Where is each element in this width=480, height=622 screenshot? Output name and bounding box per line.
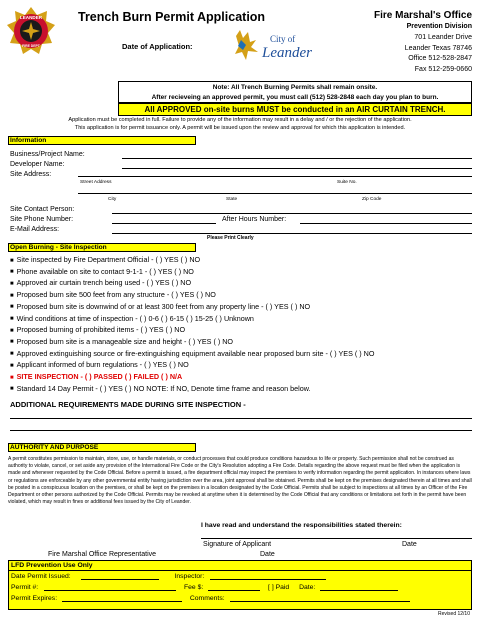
email-label: E-Mail Address: <box>10 226 60 233</box>
business-name-field[interactable] <box>122 158 472 159</box>
information-section-header: Information <box>8 136 196 145</box>
comments-field[interactable] <box>230 595 410 602</box>
understand-statement: I have read and understand the responsibilities stated therein: <box>201 522 402 529</box>
after-hours-label: After Hours Number: <box>222 216 287 223</box>
office-address-block <box>374 10 472 76</box>
city-caption: City <box>108 197 117 202</box>
inspection-item[interactable]: ■ Approved air curtain trench being used - ( ) YES ( ) NO <box>10 278 374 290</box>
intro-line-2: This application is for permit issuance only. A permit will be issued upon the review and approval for which this application is intended. <box>74 125 406 131</box>
revision-date: Revised 12/10 <box>438 611 470 617</box>
permit-expires-field[interactable] <box>62 595 182 602</box>
zip-caption: Zip Code <box>362 197 382 202</box>
badge-bottom-text: FIRE DEPT <box>22 44 40 48</box>
inspector-label: Inspector: <box>174 573 205 580</box>
authority-text: A permit constitutes permission to maintain, store, use, or handle materials, or conduct processes that could produce conditions hazardous to life or property. Such permission shall not be construed as authority to violate, cancel, or set aside any provision of the International Fire Code or the City's Resolution adopting a Fire Code. Details regarding the above request must be filed when the application is made and whenever requested by the Code Official. Before a permit is issued, a fire department official may inspect the premises to verify information regarding the permit application. In instances where laws or regulations are enforceable by any other governmental entity having jurisdiction over the area, joint approval shall be obtained. Permits shall be kept on the premises designated therein at all times and shall be posted in a conspicuous location on the premises, or shall be kept on the premises in a location designated by the Code Official. Permits shall be subject to inspections at all times by an Officer of the Fire Department or other persons authorized by the Code Official. Permits may be revoked at anytime when it is determined by the Code Official that any conditions or limitations set forth in the permit have been violated, which may result in fines or additional fees issued by the City of Leander. <box>8 456 472 506</box>
email-field[interactable] <box>112 233 472 234</box>
additional-requirements-line-1[interactable] <box>10 418 472 419</box>
developer-name-label: Developer Name: <box>10 161 65 168</box>
site-phone-field[interactable] <box>112 223 216 224</box>
air-curtain-notice: All APPROVED on-site burns MUST be conducted in an AIR CURTAIN TRENCH. <box>118 103 472 116</box>
office-phone: Office 512-528-2847 <box>408 55 472 63</box>
inspection-item[interactable]: ■ Proposed burning of prohibited items - ( ) YES ( ) NO <box>10 325 374 337</box>
inspection-item[interactable]: ■ Proposed burn site 500 feet from any structure - ( ) YES ( ) NO <box>10 290 374 302</box>
inspection-item[interactable]: ■ Applicant informed of burn regulations - ( ) YES ( ) NO <box>10 360 374 372</box>
office-city-state: Leander Texas 78746 <box>404 44 472 52</box>
inspection-section-header: Open Burning - Site Inspection <box>8 243 196 252</box>
permit-number-label: Permit #: <box>11 584 39 591</box>
notice-line-1: Note: All Trench Burning Permits shall remain onsite. <box>212 84 378 91</box>
leander-fire-badge <box>6 6 56 56</box>
date-of-application-label: Date of Application: <box>122 42 193 51</box>
site-address-label: Site Address: <box>10 171 52 178</box>
city-name-text: Leander <box>262 45 312 61</box>
applicant-date-label: Date <box>402 541 417 548</box>
permit-expires-label: Permit Expires: <box>11 595 58 602</box>
city-of-leander-logo <box>234 26 330 64</box>
inspection-item[interactable]: ■ Phone available on site to contact 9-1-1 - ( ) YES ( ) NO <box>10 267 374 279</box>
suite-caption: Suite No. <box>337 180 357 185</box>
onsite-notice-box <box>118 81 472 103</box>
street-address-field[interactable] <box>78 176 472 177</box>
city-of-text: City of <box>270 34 296 44</box>
lfd-use-only-box <box>8 560 472 610</box>
inspection-item[interactable]: ■ Proposed burn site is downwind of or at least 300 feet from any property line - ( ) YES ( ) NO <box>10 302 374 314</box>
fmo-representative-label: Fire Marshal Office Representative <box>48 551 157 558</box>
site-phone-label: Site Phone Number: <box>10 216 74 223</box>
fee-label: Fee $: <box>183 584 204 591</box>
inspection-item[interactable]: ■ Approved extinguishing source or fire-extinguishing equipment available near proposed burn site - ( ) YES ( ) NO <box>10 349 374 361</box>
site-contact-field[interactable] <box>112 213 472 214</box>
inspection-item[interactable]: ■ Proposed burn site is a manageable size and height - ( ) YES ( ) NO <box>10 337 374 349</box>
authority-section-header: AUTHORITY AND PURPOSE <box>8 443 196 452</box>
office-street: 701 Leander Drive <box>414 33 472 41</box>
permit-number-field[interactable] <box>44 584 176 591</box>
paid-checkbox[interactable]: [ ] Paid <box>268 584 290 591</box>
office-division: Prevention Division <box>406 23 472 30</box>
inspection-item[interactable]: ■ Site inspected by Fire Department Official - ( ) YES ( ) NO <box>10 255 374 267</box>
site-inspection-result[interactable]: ■ SITE INSPECTION - ( ) PASSED ( ) FAILED ( ) N/A <box>10 372 374 384</box>
lfd-row-1 <box>11 573 326 580</box>
inspection-item[interactable]: ■ Wind conditions at time of inspection - ( ) 0-6 ( ) 6-15 ( ) 15-25 ( ) Unknown <box>10 314 374 326</box>
state-caption: State <box>226 197 238 202</box>
site-contact-label: Site Contact Person: <box>10 206 75 213</box>
fee-field[interactable] <box>208 584 260 591</box>
inspector-field[interactable] <box>210 573 326 580</box>
lfd-row-2 <box>11 584 398 591</box>
lfd-header: LFD Prevention Use Only <box>9 561 471 571</box>
applicant-signature-line[interactable] <box>201 538 472 539</box>
inspection-checklist <box>10 255 374 395</box>
lfd-row-3 <box>11 595 410 602</box>
additional-requirements-heading: ADDITIONAL REQUIREMENTS MADE DURING SITE INSPECTION - <box>10 400 246 409</box>
after-hours-field[interactable] <box>300 223 472 224</box>
print-clearly-note: Please Print Clearly <box>207 235 254 241</box>
intro-text <box>8 116 472 132</box>
office-fax: Fax 512-259-0660 <box>414 66 472 74</box>
fmo-date-label: Date <box>260 551 275 558</box>
date-issued-field[interactable] <box>81 573 159 580</box>
inspection-item[interactable]: ■ Standard 14 Day Permit - ( ) YES ( ) NO NOTE: If NO, Denote time frame and reason below. <box>10 384 374 396</box>
developer-name-field[interactable] <box>122 168 472 169</box>
lfd-date-label: Date: <box>299 584 316 591</box>
business-name-label: Business/Project Name: <box>10 151 85 158</box>
intro-line-1: Application must be completed in full. Failure to provide any of the information may result in a delay and / or the rejection of the application. <box>68 117 412 123</box>
additional-requirements-line-2[interactable] <box>10 430 472 431</box>
date-issued-label: Date Permit Issued: <box>11 573 71 580</box>
office-title: Fire Marshal's Office <box>374 10 472 21</box>
lfd-date-field[interactable] <box>320 584 398 591</box>
city-state-zip-field[interactable] <box>78 193 472 194</box>
notice-line-2: After recieveing an approved permit, you must call (512) 528-2848 each day you plan to burn. <box>151 94 439 101</box>
page-title: Trench Burn Permit Application <box>78 10 266 24</box>
street-address-caption: Street Address <box>80 180 112 185</box>
comments-label: Comments: <box>189 595 225 602</box>
signature-applicant-label: Signature of Applicant <box>203 541 272 548</box>
badge-top-text: LEANDER <box>19 15 43 20</box>
